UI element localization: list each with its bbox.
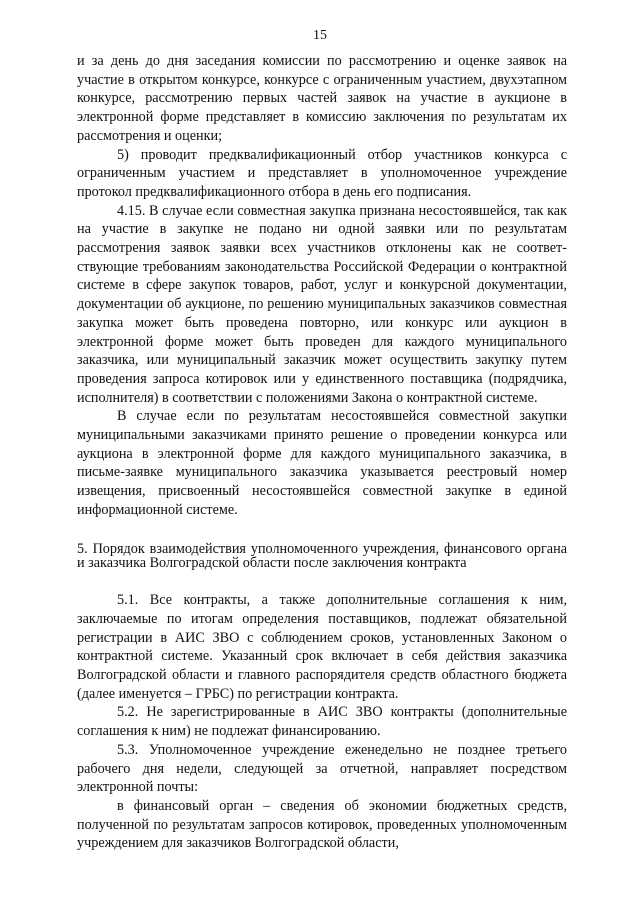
paragraph: 5.1. Все контракты, а также дополнительные соглашения к ним, заключаемые по итогам определения поставщиков, подлежат обязательной регистрации в АИС ЗВО с соблюдением сроков, установленных Законом о контрактной системе. Указанный срок включает в себя действия заказчика Волгоградской области и главного распорядителя средств областного бюджета (далее именуется – ГРБС) по регистрации контракта. (77, 592, 567, 702)
spacer (77, 571, 567, 591)
paragraph: в финансовый орган – сведения об экономии бюджетных средств, полученной по результатам запросов котировок, проведенных уполномоченным учреждением для заказчиков Волгоградской области, (77, 797, 567, 852)
paragraph: 5) проводит предквалификационный отбор участников конкурса с ограниченным участием и представляет в уполномоченное учреждение протокол предквалификационного отбора в день его подписания. (77, 146, 567, 200)
paragraph: В случае если по результатам несостоявшейся совместной закупки муниципальными заказчиками принято решение о проведении конкурса или аукциона в электронной форме для каждого муниципального заказчика, в письме-заявке муниципального заказчика указывается реестровый номер извещения, присвоенный несостоявшейся совместной закупке в единой информационной системе. (77, 408, 567, 518)
paragraph: и за день до дня заседания комиссии по рассмотрению и оценке заявок на участие в открытом конкурсе, конкурсе с ограниченным участием, двухэтапном конкурсе, рассмотрению первых частей заявок на участие в аукционе в электронной форме представляет в комиссию заключения по результатам их рассмотрения и оценки; (77, 53, 567, 144)
page-number: 15 (313, 28, 327, 43)
document-body (77, 52, 567, 853)
spacer (77, 520, 567, 542)
paragraph: 4.15. В случае если совместная закупка признана несостоявшейся, так как на участие в закупке не подано ни одной заявки или по результатам рассмотрения заявок заявки всех участников отклонены как не соответствующие требованиям законодательства Российской Федерации о контрактной системе в сфере закупок товаров, работ, услуг и конкурсной документации, документации об аукционе, по решению муниципальных заказчиков совместная закупка может быть проведена повторно, или конкурс или аукцион в электронной форме может быть проведен для каждого муниципального заказчика, или муниципальный заказчик может осуществить закупку путем проведения запроса котировок или у единственного поставщика (подрядчика, исполнителя) в соответствии с положениями Закона о контрактной системе. (77, 202, 567, 406)
paragraph: 5.2. Не зарегистрированные в АИС ЗВО контракты (дополнительные соглашения к ним) не подлежат финансированию. (77, 704, 567, 740)
paragraph: 5.3. Уполномоченное учреждение еженедельно не позднее третьего рабочего дня недели, следующей за отчетной, направляет посредством электронной почты: (77, 741, 567, 796)
section-heading: 5. Порядок взаимодействия уполномоченного учреждения, финансового органа и заказчика Волгоградской области после заключения контракта (77, 540, 567, 572)
